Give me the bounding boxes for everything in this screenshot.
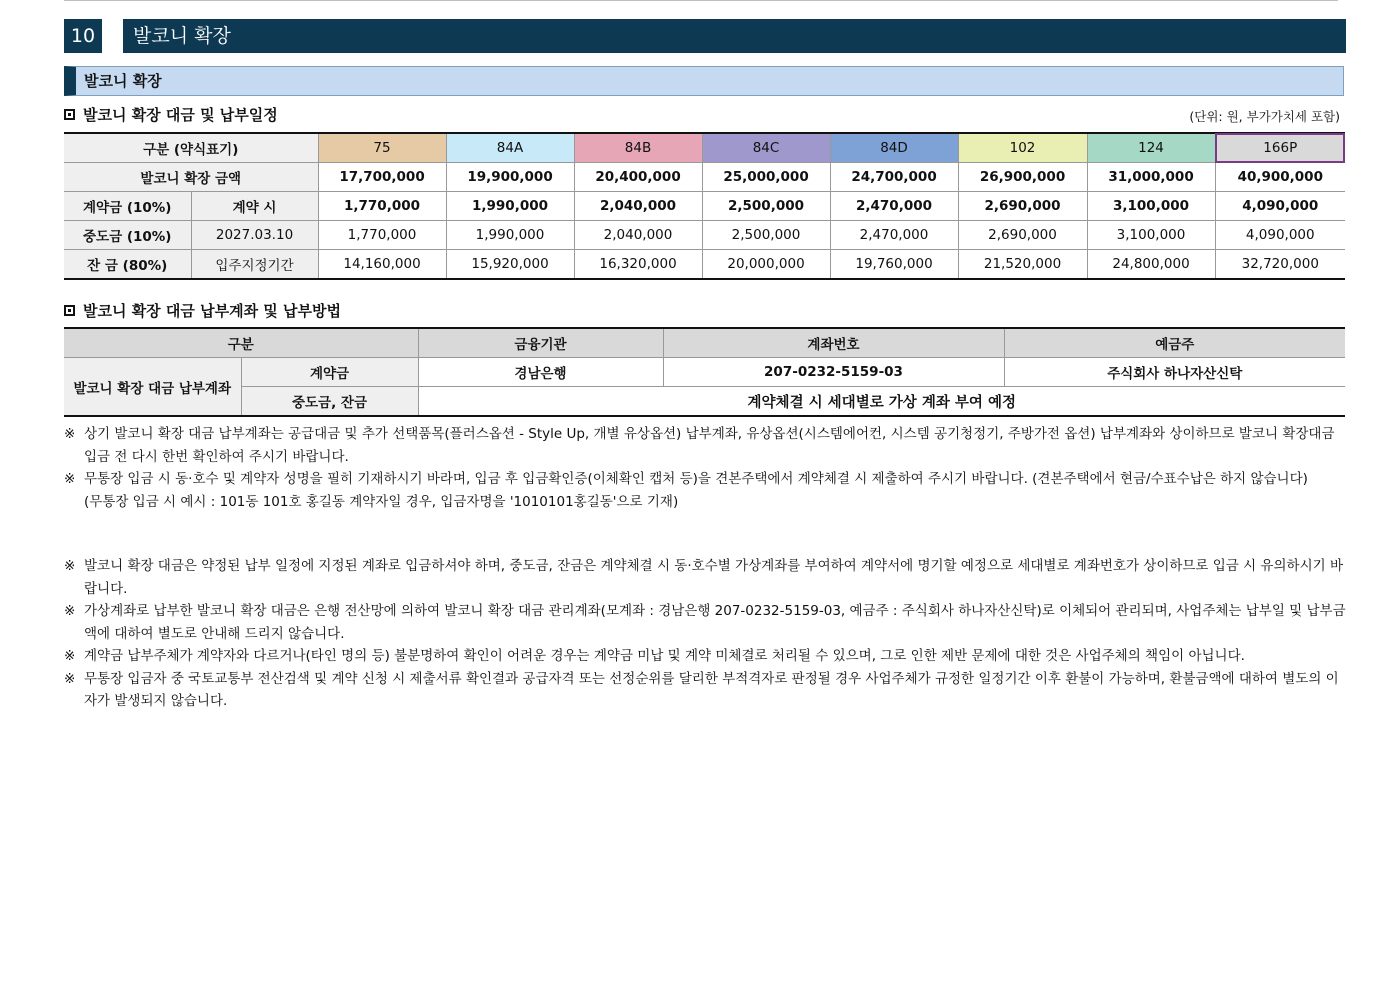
notes-bottom bbox=[64, 555, 1346, 713]
table-cell: 1,990,000 bbox=[446, 221, 574, 250]
type-header: 84C bbox=[702, 133, 830, 163]
bank-name: 경남은행 bbox=[418, 358, 663, 387]
column-header: 계좌번호 bbox=[663, 328, 1004, 358]
table-cell: 20,400,000 bbox=[574, 163, 702, 192]
table-cell: 2,500,000 bbox=[702, 221, 830, 250]
column-header: 구분 bbox=[64, 328, 418, 358]
row-when: 2027.03.10 bbox=[191, 221, 318, 250]
note-text: 무통장 입금 시 동·호수 및 계약자 성명을 필히 기재하시기 바라며, 입금 후 입금확인증(이체확인 캡처 등)을 견본주택에서 계약체결 시 제출하여 주시기 바랍니다. (견본주택에서 현금/수표수납은 하지 않습니다) bbox=[84, 471, 1308, 487]
table-row bbox=[64, 387, 1345, 417]
note-text: 발코니 확장 대금은 약정된 납부 일정에 지정된 계좌로 입금하셔야 하며, 중도금, 잔금은 계약체결 시 동·호수별 가상계좌를 부여하여 계약서에 명기할 예정으로 세대별로 계좌번호가 상이하므로 입금 시 유의하시기 바랍니다. bbox=[84, 558, 1344, 597]
row-when: 계약 시 bbox=[191, 192, 318, 221]
header-label: 구분 (약식표기) bbox=[64, 133, 318, 163]
table-cell: 2,470,000 bbox=[830, 221, 958, 250]
note-item bbox=[64, 668, 1346, 713]
subsection-bar bbox=[64, 66, 1344, 96]
note-mark: ※ bbox=[64, 603, 76, 619]
table-cell: 17,700,000 bbox=[318, 163, 446, 192]
table-cell: 3,100,000 bbox=[1087, 221, 1215, 250]
account-number: 207-0232-5159-03 bbox=[663, 358, 1004, 387]
payment-schedule-table bbox=[64, 132, 1345, 280]
section-title: 발코니 확장 bbox=[123, 19, 1346, 53]
notes-top bbox=[64, 423, 1346, 513]
note-example bbox=[64, 491, 1346, 514]
type-header: 124 bbox=[1087, 133, 1215, 163]
note-text: 가상계좌로 납부한 발코니 확장 대금은 은행 전산망에 의하여 발코니 확장 대금 관리계좌(모계좌 : 경남은행 207-0232-5159-03, 예금주 : 주식회사 하나자산신탁)로 이체되어 관리되며, 사업주체는 납부일 및 납부금액에 대하여 별도로 안내해 드리지 않습니다. bbox=[84, 603, 1346, 642]
table-cell: 2,690,000 bbox=[958, 221, 1087, 250]
table-cell: 19,760,000 bbox=[830, 250, 958, 280]
square-bullet-icon bbox=[64, 109, 75, 120]
subsection-title: 발코니 확장 bbox=[84, 72, 162, 90]
table-row bbox=[64, 250, 1345, 280]
row-sub-label: 계약금 bbox=[241, 358, 418, 387]
note-mark: ※ bbox=[64, 471, 76, 487]
table-cell: 19,900,000 bbox=[446, 163, 574, 192]
note-item bbox=[64, 555, 1346, 600]
table-cell: 15,920,000 bbox=[446, 250, 574, 280]
table-cell: 4,090,000 bbox=[1215, 221, 1345, 250]
note-item bbox=[64, 600, 1346, 645]
row-label: 발코니 확장 대금 납부계좌 bbox=[64, 358, 241, 417]
row-label: 발코니 확장 금액 bbox=[64, 163, 318, 192]
row-sub-label: 중도금, 잔금 bbox=[241, 387, 418, 417]
note-example-text: (무통장 입금 시 예시 : 101동 101호 홍길동 계약자일 경우, 입금자명을 '1010101홍길동'으로 기재) bbox=[84, 493, 679, 510]
type-header: 84D bbox=[830, 133, 958, 163]
section-number: 10 bbox=[64, 19, 102, 53]
table-cell: 31,000,000 bbox=[1087, 163, 1215, 192]
table-cell: 2,500,000 bbox=[702, 192, 830, 221]
table-cell: 2,040,000 bbox=[574, 192, 702, 221]
type-header: 166P bbox=[1215, 133, 1345, 163]
table-cell: 2,470,000 bbox=[830, 192, 958, 221]
table-cell: 2,690,000 bbox=[958, 192, 1087, 221]
schedule-heading-text: 발코니 확장 대금 및 납부일정 bbox=[83, 106, 278, 124]
table-cell: 1,990,000 bbox=[446, 192, 574, 221]
virtual-account-note: 계약체결 시 세대별로 가상 계좌 부여 예정 bbox=[747, 394, 1016, 411]
table-cell: 14,160,000 bbox=[318, 250, 446, 280]
row-label: 중도금 (10%) bbox=[64, 221, 191, 250]
note-item bbox=[64, 423, 1346, 468]
note-text: 상기 발코니 확장 대금 납부계좌는 공급대금 및 추가 선택품목(플러스옵션 - Style Up, 개별 유상옵션) 납부계좌, 유상옵션(시스템에어컨, 시스템 공기청정기, 주방가전 옵션) 납부계좌와 상이하므로 발코니 확장대금 입금 전 다시 한번 확인하여 주시기 바랍니다. bbox=[84, 426, 1335, 465]
note-mark: ※ bbox=[64, 558, 76, 574]
note-mark: ※ bbox=[64, 648, 76, 664]
note-mark: ※ bbox=[64, 426, 76, 442]
account-table bbox=[64, 327, 1345, 417]
table-cell: 21,520,000 bbox=[958, 250, 1087, 280]
table-header-row bbox=[64, 328, 1345, 358]
column-header: 예금주 bbox=[1004, 328, 1345, 358]
table-row bbox=[64, 192, 1345, 221]
note-text: 계약금 납부주체가 계약자와 다르거나(타인 명의 등) 불분명하여 확인이 어려운 경우는 계약금 미납 및 계약 미체결로 처리될 수 있으며, 그로 인한 제반 문제에 대한 것은 사업주체의 책임이 아닙니다. bbox=[84, 648, 1245, 664]
table-cell: 24,700,000 bbox=[830, 163, 958, 192]
table-cell: 25,000,000 bbox=[702, 163, 830, 192]
table-cell: 24,800,000 bbox=[1087, 250, 1215, 280]
type-header: 84B bbox=[574, 133, 702, 163]
table-cell: 3,100,000 bbox=[1087, 192, 1215, 221]
unit-note: (단위: 원, 부가가치세 포함) bbox=[1189, 109, 1340, 124]
square-bullet-icon bbox=[64, 305, 75, 316]
table-cell: 40,900,000 bbox=[1215, 163, 1345, 192]
table-cell: 32,720,000 bbox=[1241, 256, 1319, 272]
table-row bbox=[64, 221, 1345, 250]
top-rule bbox=[64, 0, 1338, 1]
table-row bbox=[64, 358, 1345, 387]
row-label: 계약금 (10%) bbox=[64, 192, 191, 221]
table-cell: 20,000,000 bbox=[702, 250, 830, 280]
type-header: 84A bbox=[446, 133, 574, 163]
table-cell: 1,770,000 bbox=[318, 221, 446, 250]
table-cell: 16,320,000 bbox=[574, 250, 702, 280]
schedule-heading bbox=[64, 104, 278, 125]
note-item bbox=[64, 468, 1346, 491]
account-holder: 주식회사 하나자산신탁 bbox=[1004, 358, 1345, 387]
table-cell: 26,900,000 bbox=[958, 163, 1087, 192]
table-cell: 2,040,000 bbox=[574, 221, 702, 250]
type-header: 102 bbox=[958, 133, 1087, 163]
note-mark: ※ bbox=[64, 670, 76, 687]
table-header-row bbox=[64, 133, 1345, 163]
note-text: 무통장 입금자 중 국토교통부 전산검색 및 계약 신청 시 제출서류 확인결과 공급자격 또는 선정순위를 달리한 부적격자로 판정될 경우 사업주체가 규정한 일정기간 이후 환불이 가능하며, 환불금액에 대하여 별도의 이자가 발생되지 않습니다. bbox=[84, 670, 1339, 709]
type-header: 75 bbox=[318, 133, 446, 163]
column-header: 금융기관 bbox=[418, 328, 663, 358]
account-heading-text: 발코니 확장 대금 납부계좌 및 납부방법 bbox=[83, 302, 341, 320]
row-label: 잔 금 (80%) bbox=[64, 250, 191, 280]
note-item bbox=[64, 645, 1346, 668]
row-when: 입주지정기간 bbox=[191, 250, 318, 280]
table-row bbox=[64, 163, 1345, 192]
table-cell: 4,090,000 bbox=[1215, 192, 1345, 221]
account-heading bbox=[64, 300, 341, 321]
table-cell: 1,770,000 bbox=[318, 192, 446, 221]
